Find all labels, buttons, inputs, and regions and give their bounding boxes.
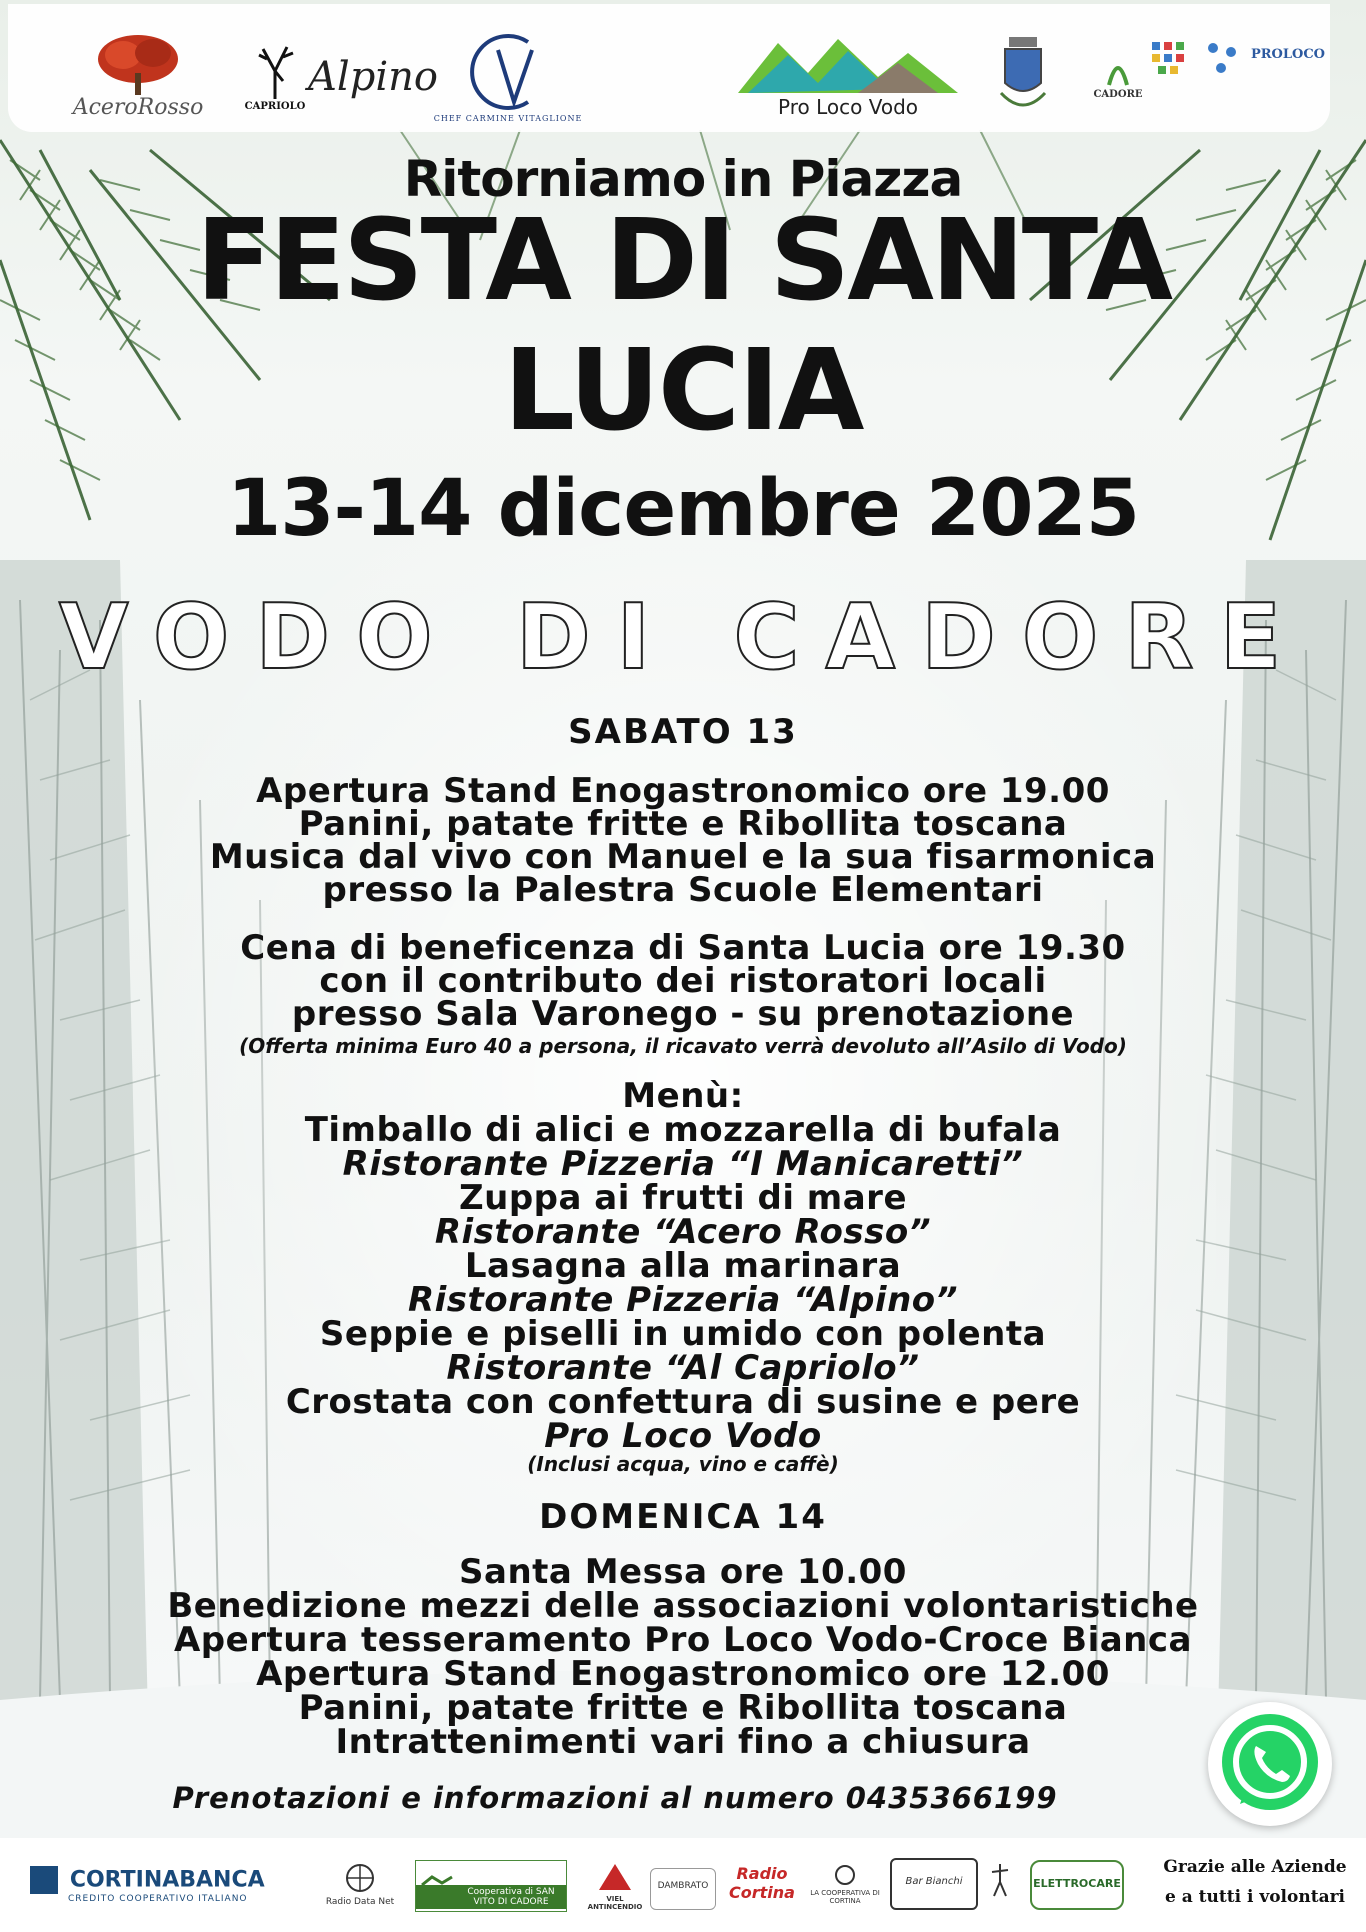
globe-icon <box>340 1862 380 1894</box>
pro-loco-label: Pro Loco Vodo <box>778 95 918 119</box>
unione-montana-logo <box>1143 28 1193 88</box>
climber-icon <box>988 1860 1012 1900</box>
menu-restaurant: Ristorante “Acero Rosso” <box>434 1212 932 1252</box>
sunday-line: Intrattenimenti vari fino a chiusura <box>335 1722 1031 1762</box>
acero-rosso-label: AceroRosso <box>72 94 204 120</box>
dambrato-logo <box>650 1868 716 1910</box>
dinner-line: Cena di beneficenza di Santa Lucia ore 19.30 <box>240 928 1126 968</box>
consorzio-logo <box>1198 28 1248 88</box>
chef-label: CHEF CARMINE VITAGLIONE <box>433 113 583 123</box>
thanks-line-2: e a tutti i volontari <box>1165 1887 1345 1907</box>
elettrocare-logo <box>1030 1860 1124 1910</box>
menu-heading: Menù: <box>622 1076 744 1116</box>
alpino-logo <box>308 32 438 122</box>
radio-cortina-logo <box>722 1864 802 1902</box>
acero-rosso-logo <box>38 26 238 126</box>
coop-mark-icon <box>831 1864 859 1886</box>
poster-subtitle: Ritorniamo in Piazza <box>403 150 963 208</box>
sponsor-logo-bar <box>8 4 1330 132</box>
sunday-line: Santa Messa ore 10.00 <box>459 1552 907 1592</box>
cadore-mark-icon <box>1103 49 1133 89</box>
viel-label: VIEL ANTINCENDIO <box>587 1895 643 1911</box>
bar-bianchi-logo <box>890 1858 978 1910</box>
dinner-note: (Offerta minima Euro 40 a persona, il ricavato verrà devoluto all’Asilo di Vodo) <box>239 1034 1127 1058</box>
handshake-icon <box>420 1871 454 1897</box>
menu-restaurant: Ristorante “Al Capriolo” <box>446 1348 920 1388</box>
menu-dish: Crostata con confettura di susine e pere <box>285 1382 1081 1422</box>
cadore-label: CADORE <box>1093 88 1143 100</box>
triangle-icon <box>597 1862 633 1892</box>
sunday-line: Apertura tesseramento Pro Loco Vodo-Croce Bianca <box>173 1620 1192 1660</box>
thanks-note <box>1150 1852 1360 1912</box>
network-dots-icon <box>1205 40 1241 76</box>
menu-restaurant: Ristorante Pizzeria “Alpino” <box>407 1280 959 1320</box>
elettrocare-label: ELETTROCARE <box>1033 1877 1121 1890</box>
saturday-line: Panini, patate fritte e Ribollita toscana <box>298 804 1068 844</box>
thanks-line-1: Grazie alle Aziende <box>1163 1857 1347 1877</box>
sunday-line: Apertura Stand Enogastronomico ore 12.00 <box>256 1654 1110 1694</box>
menu-note: (Inclusi acqua, vino e caffè) <box>527 1452 839 1476</box>
menu-dish: Lasagna alla marinara <box>464 1246 902 1286</box>
saturday-line: Musica dal vivo con Manuel e la sua fisarmonica <box>209 837 1157 877</box>
capriolo-logo <box>240 26 310 126</box>
saturday-line: Apertura Stand Enogastronomico ore 19.00 <box>256 771 1110 811</box>
menu-dish: Zuppa ai frutti di mare <box>458 1178 908 1218</box>
event-town: VODO DI CADORE <box>58 585 1308 690</box>
coop-san-vito-logo <box>415 1860 567 1912</box>
coat-of-arms-icon <box>993 33 1053 119</box>
pro-loco-vodo-logo <box>728 26 968 126</box>
alpino-label: Alpino <box>308 54 438 100</box>
cadore-logo <box>1088 34 1148 114</box>
radio-cortina-label: Radio Cortina <box>729 1864 795 1902</box>
unpli-proloco-logo <box>1248 34 1328 74</box>
bar-label: Bar Bianchi <box>905 1876 963 1887</box>
sunday-line: Panini, patate fritte e Ribollita toscana <box>298 1688 1068 1728</box>
contact-info: Prenotazioni e informazioni al numero 0435366199 <box>172 1781 1058 1815</box>
mountains-icon <box>738 33 958 95</box>
bank-sub-label: CREDITO COOPERATIVO ITALIANO <box>68 1894 248 1904</box>
capriolo-label: CAPRIOLO <box>244 100 306 112</box>
poster-title-line-1: FESTA DI SANTA <box>195 196 1171 326</box>
vodo-coat-of-arms-logo <box>983 26 1063 126</box>
bank-label: CORTINABANCA <box>69 1867 265 1893</box>
red-tree-icon <box>93 33 183 95</box>
cv-monogram-icon <box>458 30 558 114</box>
viel-antincendio-logo <box>585 1862 645 1911</box>
radio-label: Radio Data Net <box>325 1897 395 1907</box>
sunday-heading: DOMENICA 14 <box>539 1497 827 1537</box>
proloco-small-label: PROLOCO <box>1250 46 1326 62</box>
menu-restaurant: Pro Loco Vodo <box>544 1416 822 1456</box>
whatsapp-icon <box>1208 1702 1332 1826</box>
chef-carmine-vitaglione-logo <box>428 22 588 130</box>
dinner-line: presso Sala Varonego - su prenotazione <box>291 994 1075 1034</box>
coop-cortina-label: LA COOPERATIVA DI CORTINA <box>810 1889 880 1905</box>
menu-restaurant: Ristorante Pizzeria “I Manicaretti” <box>342 1144 1024 1184</box>
coop-label: Cooperativa di SAN VITO DI CADORE <box>416 1885 566 1909</box>
grid-dots-icon <box>1150 40 1186 76</box>
dambrato-label: DAMBRATO <box>657 1881 709 1891</box>
climber-logo <box>985 1860 1015 1903</box>
menu-dish: Seppie e piselli in umido con polenta <box>319 1314 1047 1354</box>
saturday-heading: SABATO 13 <box>568 712 798 752</box>
event-date: 13-14 dicembre 2025 <box>226 464 1140 554</box>
dinner-line: con il contributo dei ristoratori locali <box>319 961 1047 1001</box>
deer-icon <box>253 41 297 101</box>
poster-title-line-2: LUCIA <box>503 326 863 456</box>
footer-sponsor-strip <box>0 1838 1366 1932</box>
coop-cortina-logo <box>805 1864 885 1905</box>
menu-dish: Timballo di alici e mozzarella di bufala <box>304 1110 1062 1150</box>
sunday-line: Benedizione mezzi delle associazioni volontaristiche <box>167 1586 1199 1626</box>
bank-square-icon <box>30 1866 58 1894</box>
saturday-line: presso la Palestra Scuole Elementari <box>322 870 1044 910</box>
cortinabanca-logo <box>30 1866 300 1904</box>
radio-data-net-logo <box>315 1862 405 1907</box>
